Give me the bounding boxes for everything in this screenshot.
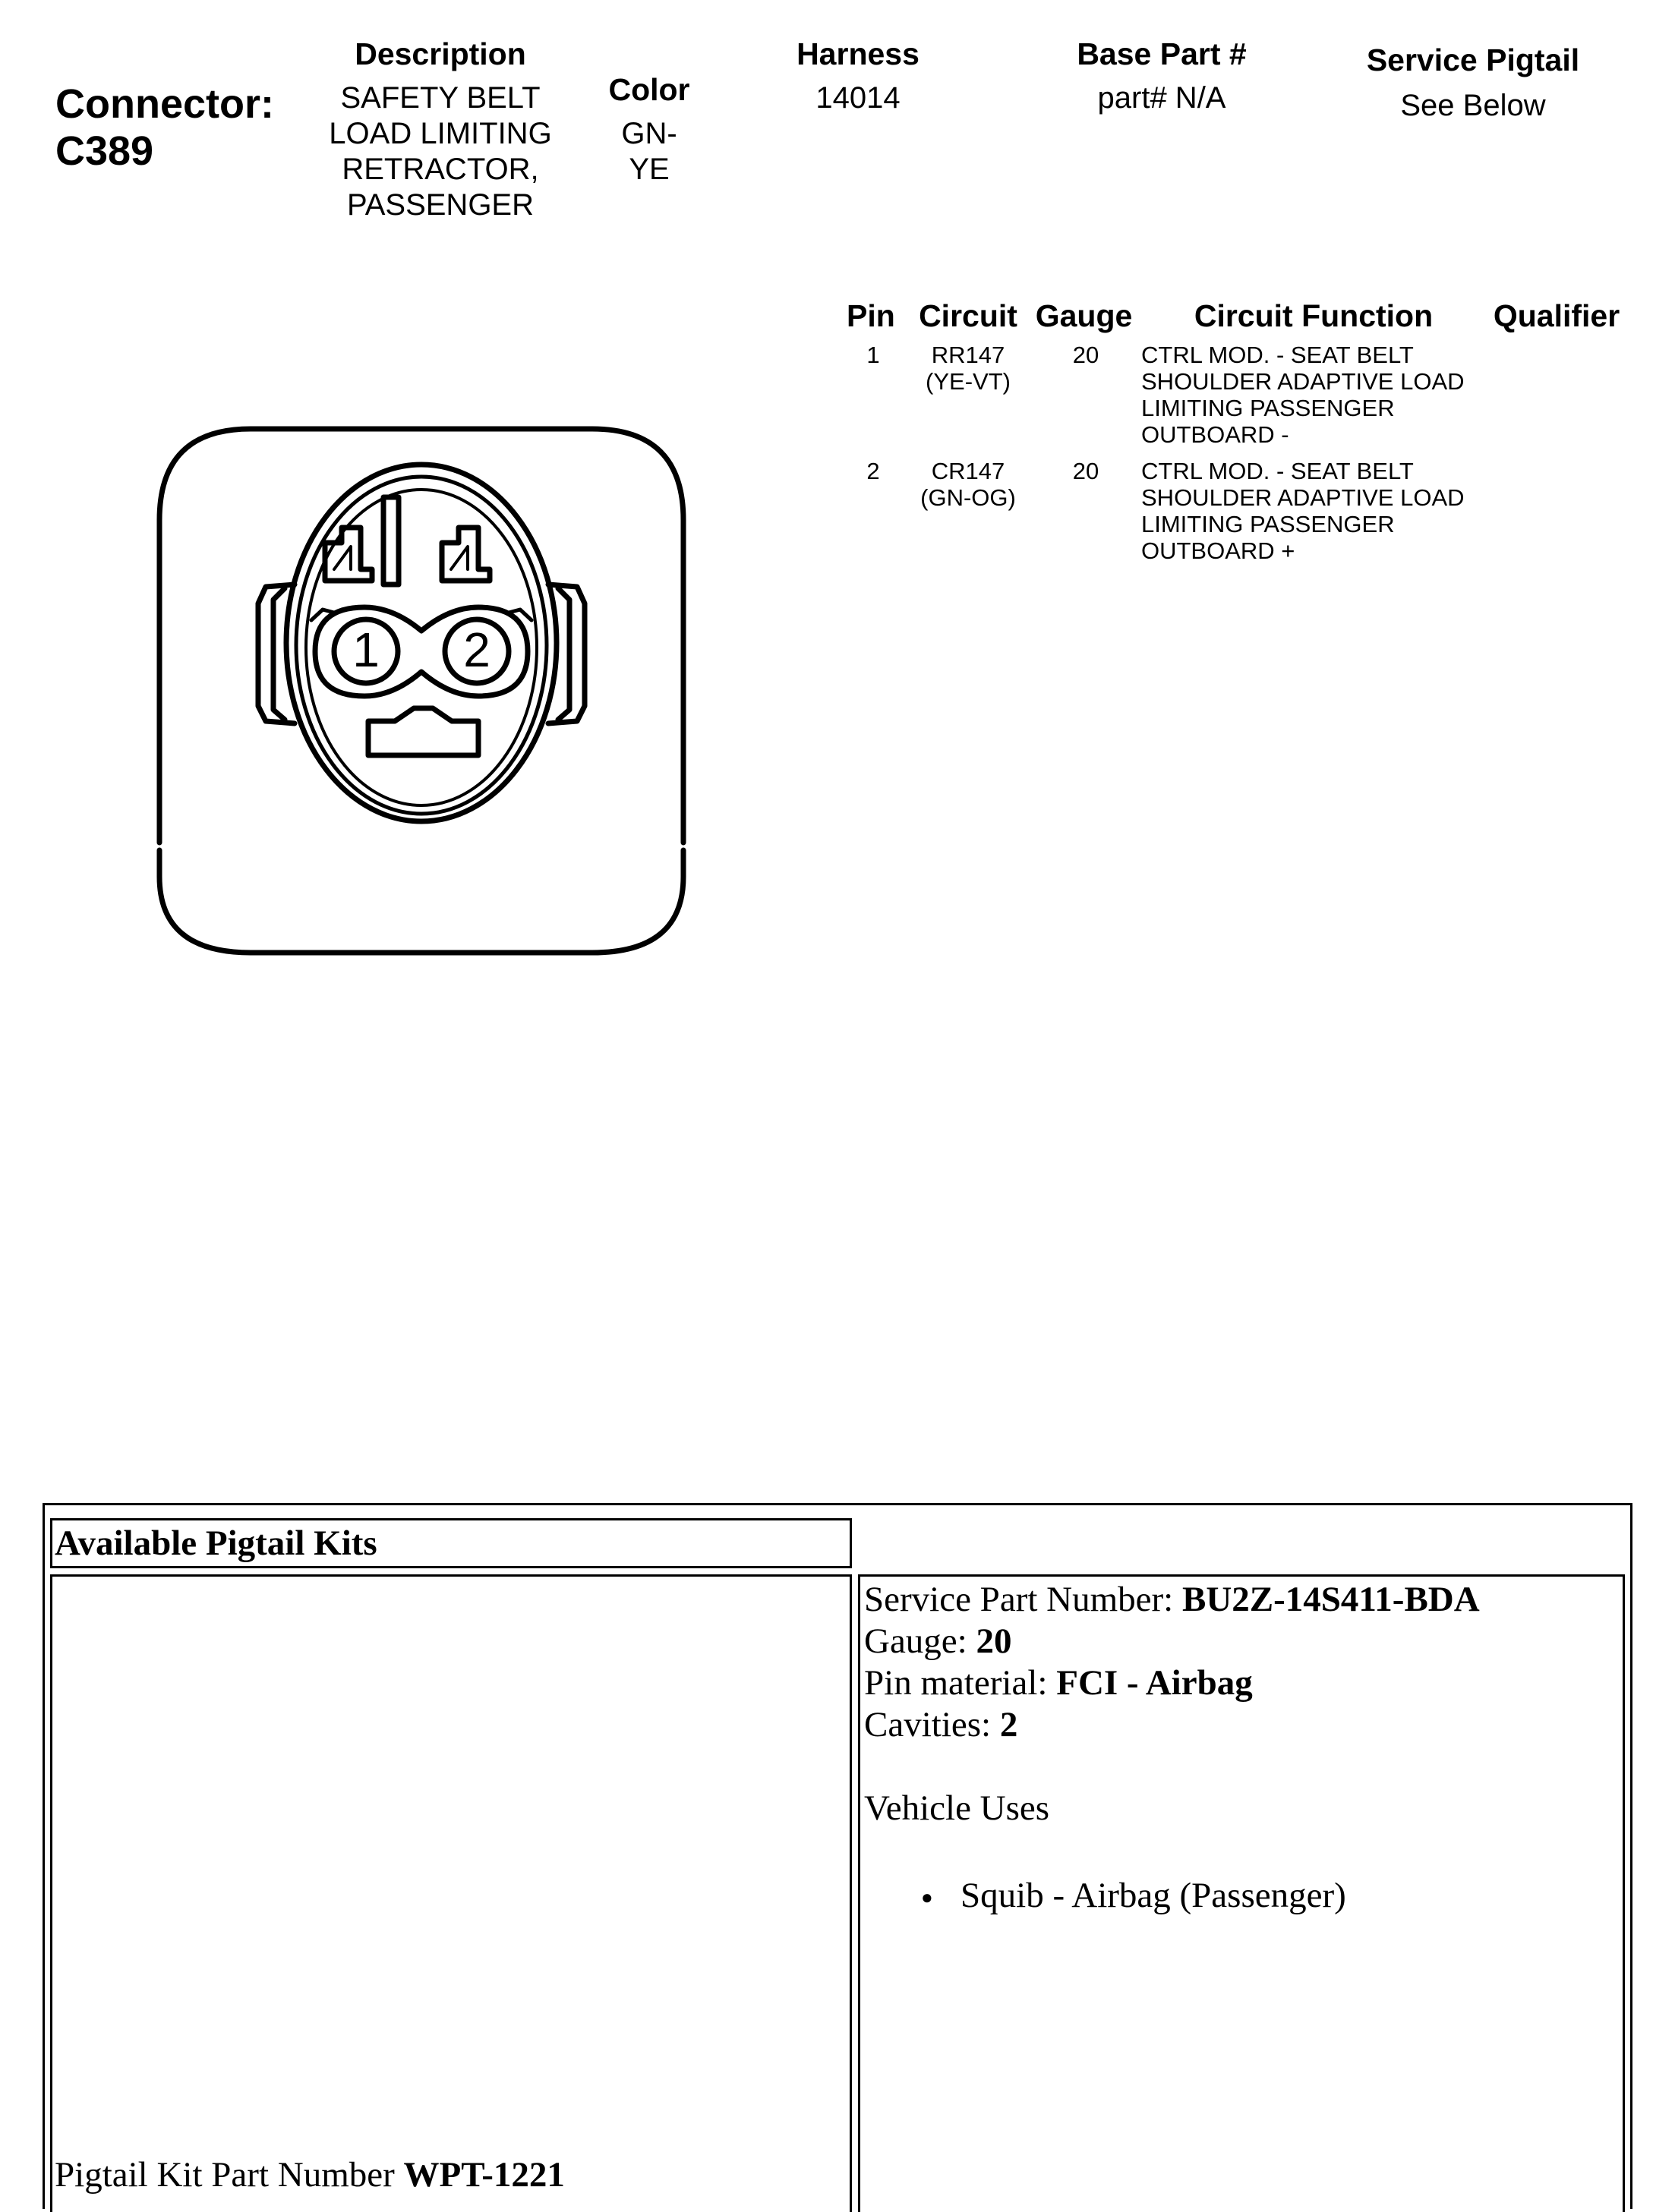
gauge-cell: 20 (1072, 342, 1099, 368)
harness-label: Harness (796, 36, 920, 71)
housing-outline-bottom (159, 850, 683, 953)
circuit-function-cell (1141, 458, 1475, 564)
qualifier-header: Qualifier (1493, 298, 1620, 333)
function-line: OUTBOARD + (1141, 537, 1295, 564)
pin-header: Pin (847, 298, 895, 333)
circuit-cell (907, 342, 1029, 395)
pigtail-kits-left-cell (50, 1574, 852, 2212)
cavities-label: Cavities: (864, 1705, 1000, 1744)
circuit-function-cell (1141, 342, 1475, 448)
harness-value: 14014 (815, 81, 901, 115)
pin-number: 2 (866, 458, 880, 484)
description-value (304, 80, 577, 223)
vehicle-use-item: ● Squib - Airbag (Passenger) (921, 1875, 1480, 1917)
gauge-value: 20 (976, 1621, 1012, 1661)
connector-id: C389 (55, 128, 154, 174)
description-line: LOAD LIMITING (329, 117, 552, 150)
service-part-label: Service Part Number: (864, 1580, 1182, 1619)
gauge-row (864, 1621, 1480, 1662)
service-pigtail-label: Service Pigtail (1366, 43, 1580, 77)
top-terminal-left-detail (334, 547, 351, 569)
kit-part-value: WPT-1221 (403, 2155, 565, 2195)
pin-material-value: FCI - Airbag (1056, 1663, 1253, 1703)
top-center-key (383, 497, 399, 585)
pin-number: 1 (866, 342, 880, 368)
color-line: YE (629, 153, 670, 186)
color-label: Color (608, 72, 690, 107)
top-terminal-right (442, 528, 490, 581)
service-part-value: BU2Z-14S411-BDA (1181, 1580, 1480, 1619)
pin-1-label: 1 (352, 622, 380, 677)
function-line: CTRL MOD. - SEAT BELT (1141, 342, 1414, 368)
color-value (585, 116, 714, 187)
pigtail-kits-title: Available Pigtail Kits (55, 1524, 377, 1563)
pigtail-kit-part-number (55, 2154, 565, 2196)
color-line: GN- (621, 117, 677, 150)
top-terminal-right-detail (451, 547, 468, 569)
function-line: LIMITING PASSENGER (1141, 511, 1395, 537)
connector-outer-oval (286, 465, 557, 821)
circuit-color: (GN-OG) (920, 484, 1016, 511)
pin-surround (315, 607, 528, 696)
circuit-function-header: Circuit Function (1194, 298, 1434, 333)
connector-face-drawing (152, 421, 699, 968)
kit-part-label: Pigtail Kit Part Number (55, 2155, 404, 2195)
cavities-row (864, 1704, 1480, 1746)
function-line: SHOULDER ADAPTIVE LOAD (1141, 368, 1465, 395)
circuit-cell (907, 458, 1029, 511)
bottom-key (368, 708, 478, 755)
base-part-value: part# N/A (1097, 81, 1226, 115)
right-latch-inner (558, 588, 569, 720)
left-latch-inner (273, 588, 285, 720)
pin-material-label: Pin material: (864, 1663, 1057, 1703)
pin-2-label: 2 (463, 622, 491, 677)
vehicle-uses-list (921, 1875, 1480, 1917)
gauge-header: Gauge (1035, 298, 1133, 333)
service-part-details (864, 1579, 1480, 1917)
vehicle-uses-label: Vehicle Uses (864, 1788, 1050, 1828)
function-line: LIMITING PASSENGER (1141, 395, 1395, 421)
function-line: SHOULDER ADAPTIVE LOAD (1141, 484, 1465, 511)
description-line: RETRACTOR, (342, 153, 539, 186)
function-line: OUTBOARD - (1141, 421, 1289, 448)
service-part-number-row (864, 1579, 1480, 1621)
pin-material-row (864, 1662, 1480, 1704)
connector-label: Connector: (55, 81, 274, 127)
gauge-label: Gauge: (864, 1621, 976, 1661)
description-line: SAFETY BELT (340, 81, 541, 115)
base-part-label: Base Part # (1077, 36, 1247, 71)
description-line: PASSENGER (347, 188, 534, 222)
description-label: Description (355, 36, 526, 71)
circuit-header: Circuit (919, 298, 1017, 333)
circuit-color: (YE-VT) (926, 368, 1011, 395)
function-line: CTRL MOD. - SEAT BELT (1141, 458, 1414, 484)
service-pigtail-value: See Below (1400, 89, 1546, 122)
circuit-id: RR147 (931, 342, 1005, 368)
connector-title (55, 80, 274, 175)
circuit-id: CR147 (931, 458, 1005, 484)
cavities-value: 2 (999, 1705, 1018, 1744)
gauge-cell: 20 (1072, 458, 1099, 484)
top-terminal-left (325, 528, 372, 581)
